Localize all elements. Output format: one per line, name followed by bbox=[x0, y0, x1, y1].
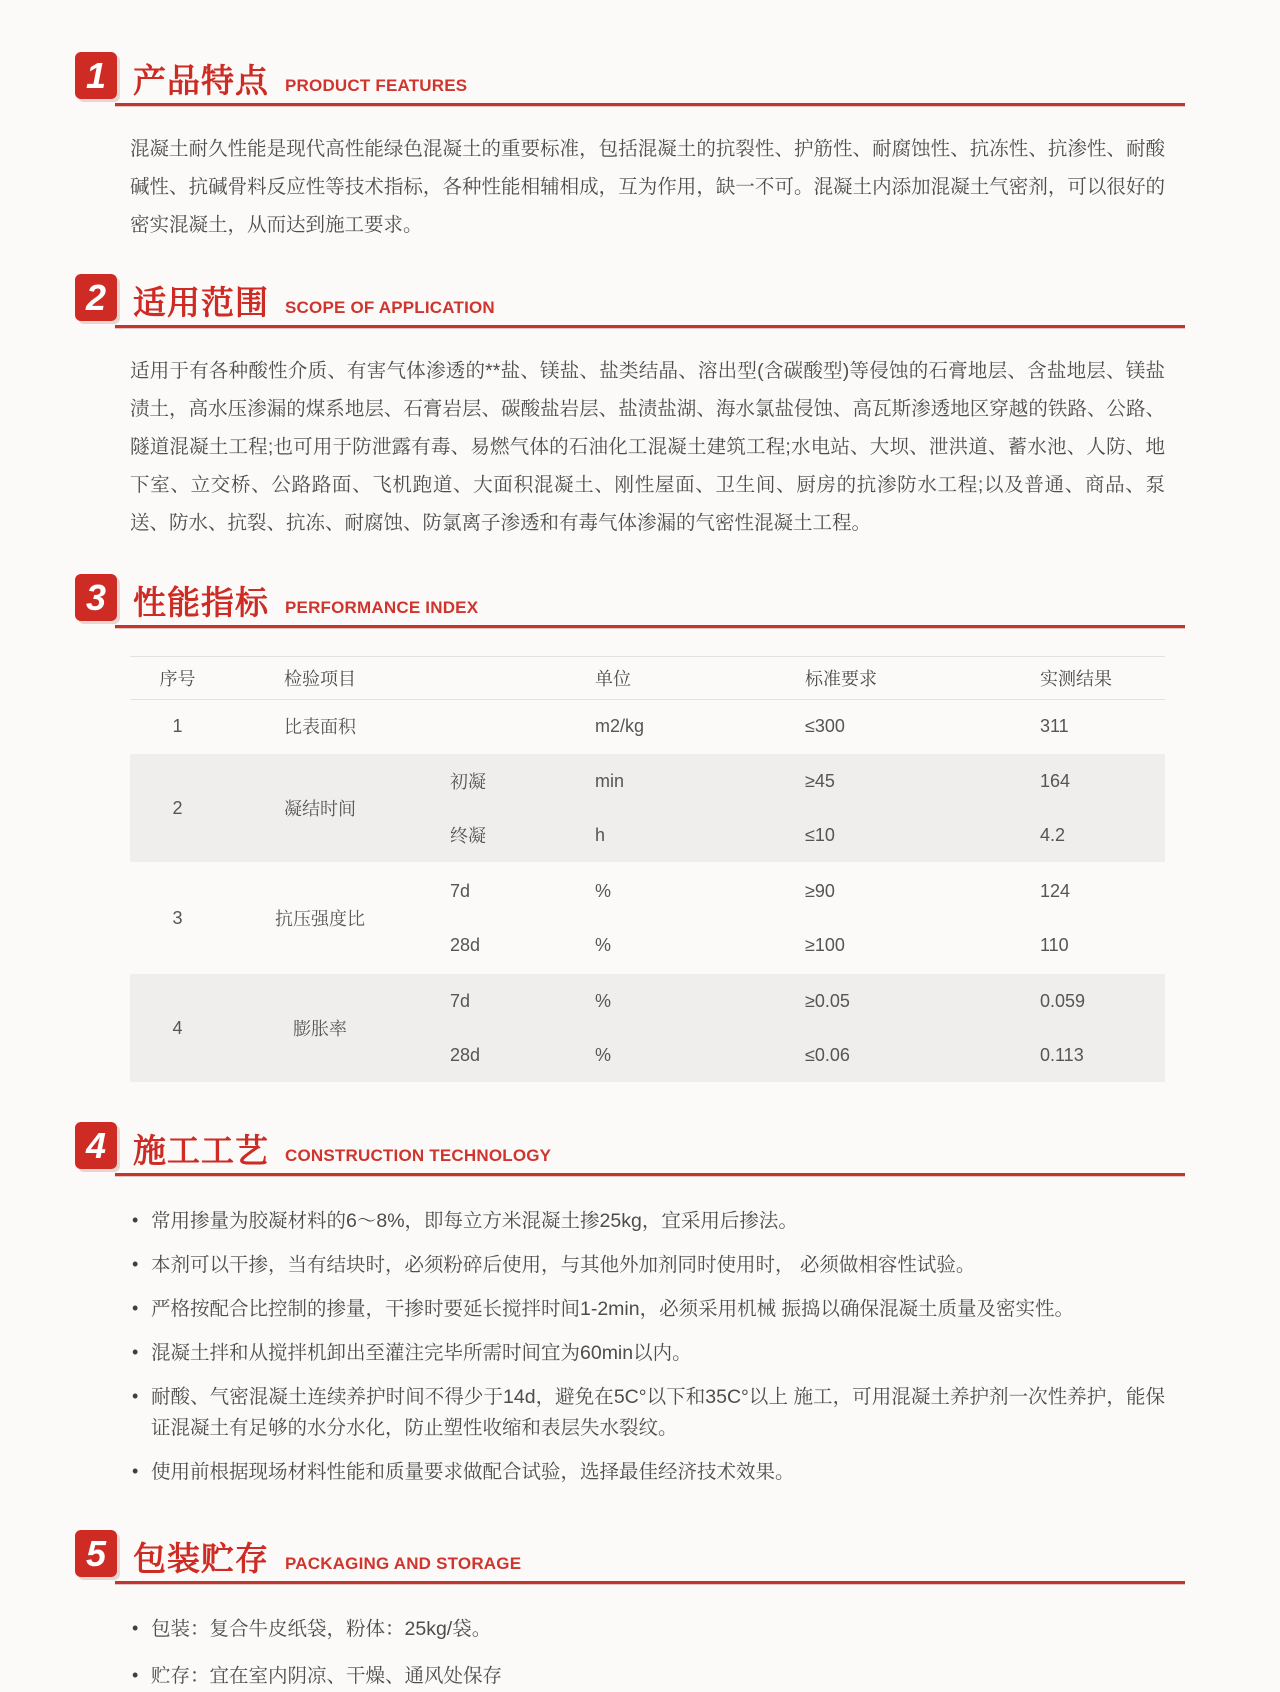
bullet-item: • 包装：复合牛皮纸袋，粉体：25kg/袋。 bbox=[130, 1614, 1165, 1645]
section-title: 适用范围 bbox=[133, 284, 269, 322]
cell-item: 膨胀率 bbox=[225, 974, 415, 1082]
col-header-no: 序号 bbox=[130, 657, 225, 700]
cell-result: 124 bbox=[1040, 880, 1071, 901]
cell-no: 3 bbox=[172, 907, 183, 928]
cell-standard: ≥90 bbox=[805, 880, 835, 901]
construction-bullet-list bbox=[130, 1206, 1165, 1488]
cell-result: 0.113 bbox=[1010, 1028, 1165, 1082]
scope-paragraph: 适用于有各种酸性介质、有害气体渗透的**盐、镁盐、盐类结晶、溶出型(含碳酸型)等侵蚀的石膏地层、含盐地层、镁盐渍土，高水压渗漏的煤系地层、石膏岩层、碳酸盐岩层、盐渍盐湖、海水氯盐侵蚀、高瓦斯渗透地区穿越的铁路、公路、隧道混凝土工程;也可用于防泄露有毒、易燃气体的石油化工混凝土建筑工程;水电站、大坝、泄洪道、蓄水池、人防、地下室、立交桥、公路路面、飞机跑道、大面积混凝土、刚性屋面、卫生间、厨房的抗渗防水工程;以及普通、商品、泵送、防水、抗裂、抗冻、耐腐蚀、防氯离子渗透和有毒气体渗漏的气密性混凝土工程。 bbox=[130, 360, 1165, 534]
cell-item: 凝结时间 bbox=[225, 754, 415, 862]
cell-item: 抗压强度比 bbox=[275, 909, 365, 929]
section-construction-technology bbox=[75, 1122, 1185, 1488]
table-row bbox=[130, 974, 1165, 1028]
section-title: 性能指标 bbox=[133, 584, 269, 622]
section-subtitle-en: PACKAGING AND STORAGE bbox=[285, 1554, 522, 1573]
cell-standard: ≤0.06 bbox=[775, 1028, 1010, 1082]
section-header bbox=[75, 1530, 1185, 1584]
section-number-badge: 3 bbox=[75, 574, 117, 621]
cell-unit: % bbox=[565, 1028, 775, 1082]
section-product-features bbox=[75, 52, 1185, 244]
cell-unit: % bbox=[595, 880, 612, 901]
bullet-item: • 耐酸、气密混凝土连续养护时间不得少于14d，避免在5C°以下和35C°以上 施工，可用混凝土养护剂一次性养护，能保证混凝土有足够的水分水化，防止塑性收缩和表层失水裂纹。 bbox=[130, 1382, 1165, 1444]
cell-result: 311 bbox=[1040, 715, 1069, 736]
cell-result: 110 bbox=[1040, 934, 1069, 955]
cell-result: 164 bbox=[1010, 754, 1165, 808]
cell-sub: 28d bbox=[450, 934, 481, 955]
bullet-item: • 使用前根据现场材料性能和质量要求做配合试验，选择最佳经济技术效果。 bbox=[130, 1457, 1165, 1488]
cell-standard: ≤10 bbox=[775, 808, 1010, 862]
bullet-item: • 混凝土拌和从搅拌机卸出至灌注完毕所需时间宜为60min以内。 bbox=[130, 1338, 1165, 1369]
cell-sub: 终凝 bbox=[415, 808, 565, 862]
section-header bbox=[75, 52, 1185, 106]
bullet-item: • 严格按配合比控制的掺量，干掺时要延长搅拌时间1-2min，必须采用机械 振捣以确保混凝土质量及密实性。 bbox=[130, 1294, 1165, 1325]
section-title: 产品特点 bbox=[133, 62, 269, 100]
section-performance-index bbox=[75, 574, 1185, 1082]
cell-sub: 7d bbox=[450, 880, 471, 901]
section-header bbox=[75, 1122, 1185, 1176]
table-header-row bbox=[130, 657, 1165, 700]
col-header-standard: 标准要求 bbox=[775, 657, 1010, 700]
cell-standard: ≥0.05 bbox=[775, 974, 1010, 1028]
product-features-paragraph: 混凝土耐久性能是现代高性能绿色混凝土的重要标准，包括混凝土的抗裂性、护筋性、耐腐蚀性、抗冻性、抗渗性、耐酸碱性、抗碱骨料反应性等技术指标，各种性能相辅相成，互为作用，缺一不可。混凝土内添加混凝土气密剂，可以很好的密实混凝土，从而达到施工要求。 bbox=[130, 138, 1165, 236]
cell-unit: min bbox=[565, 754, 775, 808]
cell-sub: 7d bbox=[415, 974, 565, 1028]
cell-item: 比表面积 bbox=[284, 717, 356, 737]
section-subtitle-en: PERFORMANCE INDEX bbox=[285, 598, 479, 617]
cell-no: 2 bbox=[130, 754, 225, 862]
cell-result: 0.059 bbox=[1010, 974, 1165, 1028]
packaging-bullet-list bbox=[130, 1614, 1165, 1692]
section-number-badge: 1 bbox=[75, 52, 117, 99]
section-subtitle-en: PRODUCT FEATURES bbox=[285, 76, 468, 95]
bullet-item: • 常用掺量为胶凝材料的6～8%，即每立方米混凝土掺25kg，宜采用后掺法。 bbox=[130, 1206, 1165, 1237]
section-subtitle-en: CONSTRUCTION TECHNOLOGY bbox=[285, 1146, 552, 1165]
cell-unit: % bbox=[595, 934, 612, 955]
cell-no: 1 bbox=[172, 715, 183, 736]
bullet-item: • 本剂可以干掺，当有结块时，必须粉碎后使用，与其他外加剂同时使用时， 必须做相容性试验。 bbox=[130, 1250, 1165, 1281]
cell-unit: m2/kg bbox=[595, 715, 645, 736]
cell-unit: % bbox=[565, 974, 775, 1028]
section-title: 包装贮存 bbox=[133, 1540, 269, 1578]
col-header-sub bbox=[415, 657, 565, 700]
section-subtitle-en: SCOPE OF APPLICATION bbox=[285, 298, 495, 317]
table-row bbox=[130, 864, 1165, 918]
section-number-badge: 2 bbox=[75, 274, 117, 321]
cell-standard: ≥100 bbox=[805, 934, 845, 955]
col-header-unit: 单位 bbox=[565, 657, 775, 700]
cell-standard: ≥45 bbox=[775, 754, 1010, 808]
section-header bbox=[75, 274, 1185, 328]
cell-sub: 初凝 bbox=[415, 754, 565, 808]
section-number-badge: 5 bbox=[75, 1530, 117, 1577]
cell-unit: h bbox=[565, 808, 775, 862]
table-row bbox=[130, 754, 1165, 808]
section-number-badge: 4 bbox=[75, 1122, 117, 1169]
cell-result: 4.2 bbox=[1010, 808, 1165, 862]
cell-no: 4 bbox=[130, 974, 225, 1082]
section-packaging-storage bbox=[75, 1530, 1185, 1692]
col-header-result: 实测结果 bbox=[1010, 657, 1165, 700]
cell-sub bbox=[415, 700, 565, 753]
section-scope-of-application bbox=[75, 274, 1185, 542]
performance-index-table bbox=[130, 656, 1165, 1082]
col-header-item: 检验项目 bbox=[225, 657, 415, 700]
cell-sub: 28d bbox=[415, 1028, 565, 1082]
section-header bbox=[75, 574, 1185, 628]
bullet-item: • 贮存：宜在室内阴凉、干燥、通风处保存 bbox=[130, 1661, 1165, 1692]
section-title: 施工工艺 bbox=[133, 1132, 269, 1170]
cell-standard: ≤300 bbox=[805, 715, 845, 736]
table-row bbox=[130, 700, 1165, 753]
